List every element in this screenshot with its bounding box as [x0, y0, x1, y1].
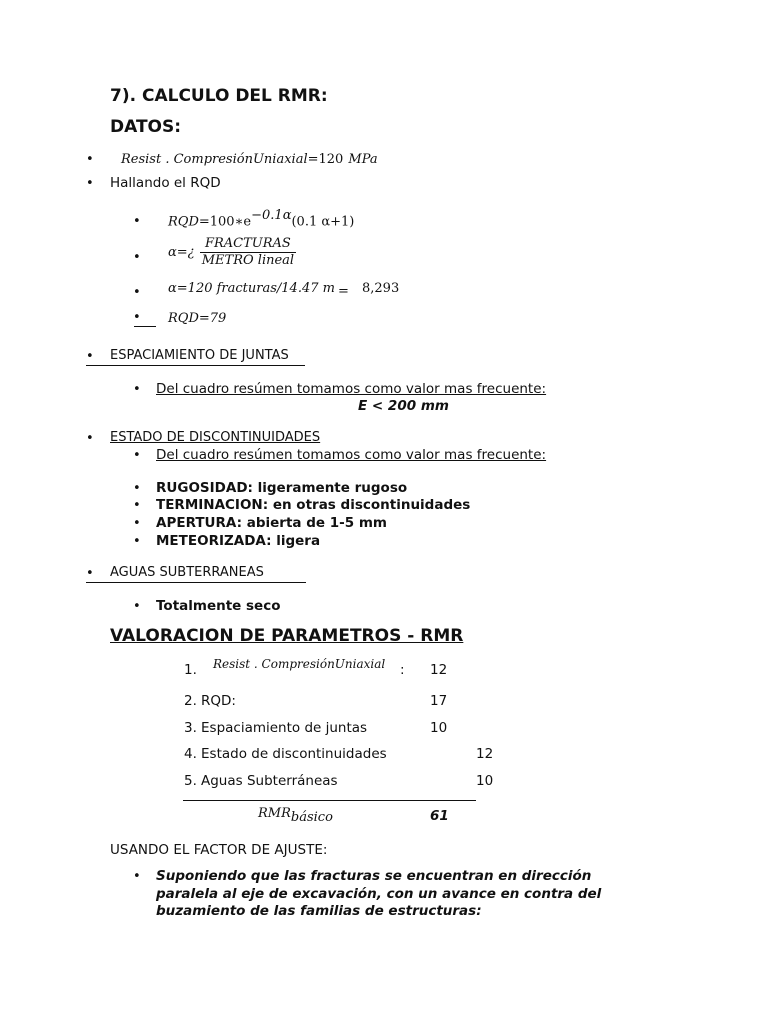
aguas-underline: [86, 582, 306, 583]
rqd-rhs: =100∗e: [198, 214, 252, 230]
bullet-icon: •: [86, 152, 94, 167]
resist-lhs: Resist . CompresiónUniaxial: [121, 152, 308, 167]
alpha-calc-expr: α=120 fracturas/14.47 m: [168, 281, 335, 296]
valoracion-row-label: Estado de discontinuidades: [201, 746, 387, 762]
total-label: $RMR_{básico}$: [258, 806, 333, 826]
bullet-icon: •: [133, 516, 141, 531]
valoracion-row-value: 10: [430, 720, 448, 736]
resist-eq: =120: [307, 152, 344, 167]
rqd-value: RQD=79: [168, 311, 227, 326]
bullet-icon: •: [86, 566, 94, 581]
discontinuidades-title: ESTADO DE DISCONTINUIDADES: [110, 430, 321, 445]
discontinuidades-note: Del cuadro resúmen tomamos como valor mas frecuente:: [156, 447, 547, 463]
valoracion-row-label: Aguas Subterráneas: [201, 773, 338, 789]
rqd-intro: Hallando el RQD: [110, 175, 221, 191]
bullet-icon: •: [133, 310, 141, 325]
discontinuidad-item: APERTURA: abierta de 1-5 mm: [156, 515, 387, 531]
valoracion-row-value: 17: [430, 693, 448, 709]
valoracion-row-num: 1.: [184, 662, 197, 678]
valoracion-row-num: 2.: [184, 693, 197, 709]
bullet-icon: •: [86, 176, 94, 191]
bullet-icon: •: [133, 382, 141, 397]
valoracion-row-label: RQD:: [201, 693, 236, 709]
bullet-icon: •: [133, 498, 141, 513]
bullet-icon: •: [133, 599, 141, 614]
bullet-icon: •: [133, 250, 141, 265]
alpha-lhs: α=¿: [168, 245, 195, 260]
rqd-formula: [168, 208, 354, 229]
aguas-title: AGUAS SUBTERRANEAS: [110, 565, 264, 580]
rqd-exp: −0.1α: [251, 208, 292, 223]
ajuste-line: Suponiendo que las fracturas se encuentran en dirección: [156, 868, 592, 884]
valoracion-row-value: 10: [476, 773, 494, 789]
valoracion-row-num: 3.: [184, 720, 197, 736]
section-heading: 7). CALCULO DEL RMR:: [110, 86, 328, 106]
alpha-numerator: FRACTURAS: [200, 236, 296, 253]
discontinuidad-item: TERMINACION: en otras discontinuidades: [156, 497, 471, 513]
ajuste-line: paralela al eje de excavación, con un avance en contra del: [156, 886, 602, 902]
bullet-icon: •: [133, 534, 141, 549]
valoracion-row-colon: :: [400, 662, 405, 678]
bullet-icon: •: [133, 869, 141, 884]
valoracion-row-value: 12: [430, 662, 448, 678]
discontinuidad-item: METEORIZADA: ligera: [156, 533, 321, 549]
alpha-formula: [168, 236, 296, 269]
ajuste-title: USANDO EL FACTOR DE AJUSTE:: [110, 842, 328, 858]
bullet-icon: •: [133, 481, 141, 496]
bullet-icon: •: [86, 431, 94, 446]
valoracion-row-num: 4.: [184, 746, 197, 762]
bullet-icon: •: [133, 285, 141, 300]
espaciamiento-underline: [86, 365, 305, 366]
bullet-icon: •: [86, 349, 94, 364]
alpha-calc-result: 8,293: [362, 281, 400, 296]
bullet-icon: •: [133, 448, 141, 463]
discontinuidad-item: RUGOSIDAD: ligeramente rugoso: [156, 480, 408, 496]
underline-mark: [134, 326, 156, 327]
resist-unit: MPa: [348, 152, 378, 167]
rqd-tail: (0.1 α+1): [291, 214, 355, 230]
alpha-denominator: METRO lineal: [201, 253, 295, 268]
espaciamiento-value: E < 200 mm: [358, 398, 449, 414]
aguas-item: Totalmente seco: [156, 598, 281, 614]
valoracion-row-label: Espaciamiento de juntas: [201, 720, 368, 736]
rqd-lhs: RQD: [168, 214, 199, 230]
espaciamiento-note: Del cuadro resúmen tomamos como valor mas frecuente:: [156, 381, 547, 397]
resist-formula: [121, 148, 378, 167]
valoracion-row-label: Resist . CompresiónUniaxial: [213, 657, 386, 671]
total-rule: [183, 800, 476, 801]
valoracion-title: VALORACION DE PARAMETROS - RMR: [110, 626, 464, 646]
ajuste-line: buzamiento de las familias de estructuras:: [156, 903, 482, 919]
alpha-fraction: [200, 236, 296, 269]
valoracion-row-num: 5.: [184, 773, 197, 789]
espaciamiento-title: ESPACIAMIENTO DE JUNTAS: [110, 348, 289, 363]
bullet-icon: •: [133, 214, 141, 229]
alpha-calc-eq: =: [338, 284, 349, 299]
total-value: 61: [430, 808, 449, 824]
valoracion-row-value: 12: [476, 746, 494, 762]
datos-heading: DATOS:: [110, 117, 182, 137]
